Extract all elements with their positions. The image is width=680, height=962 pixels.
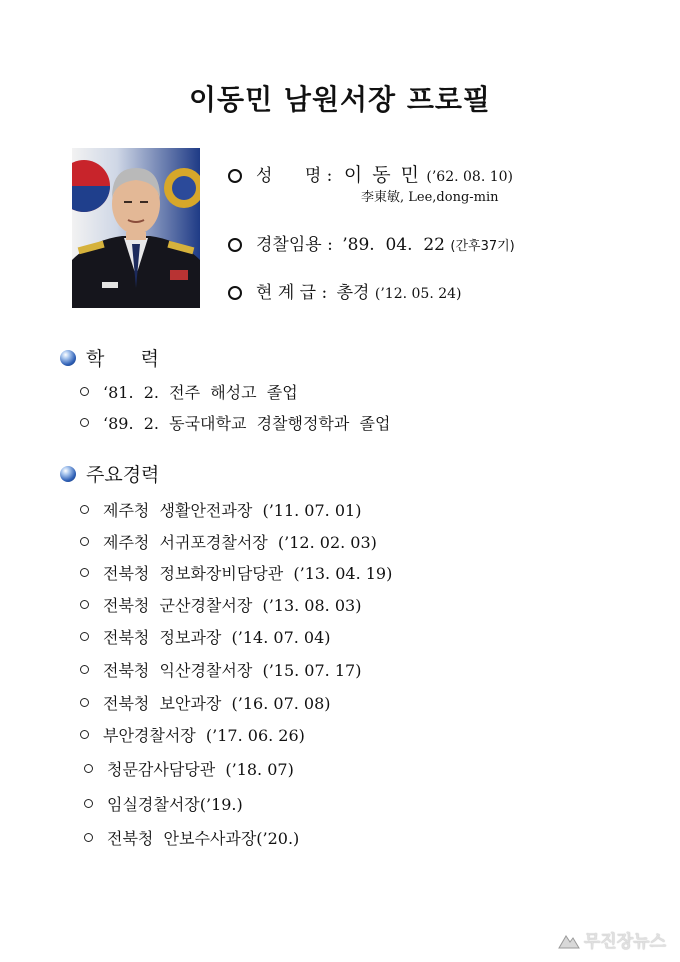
career-item: 전북청 정보화장비담당관 (’13. 04. 19) bbox=[80, 561, 392, 584]
page-title: 이동민 남원서장 프로필 bbox=[189, 83, 491, 116]
name-value: 이 동 민 bbox=[343, 164, 421, 186]
profile-photo bbox=[72, 148, 200, 308]
career-item: 부안경찰서장 (’17. 06. 26) bbox=[80, 723, 305, 746]
small-circle-bullet-icon bbox=[80, 665, 89, 674]
career-item: 청문감사담당관 (’18. 07) bbox=[84, 757, 294, 780]
education-item: ‘81. 2. 전주 해성고 졸업 bbox=[80, 380, 298, 403]
small-circle-bullet-icon bbox=[80, 537, 89, 546]
rank-value: 총경 bbox=[336, 283, 370, 303]
small-circle-bullet-icon bbox=[80, 568, 89, 577]
career-item: 임실경찰서장(’19.) bbox=[84, 792, 243, 815]
education-item: ‘89. 2. 동국대학교 경찰행정학과 졸업 bbox=[80, 411, 390, 434]
name-row bbox=[228, 160, 513, 187]
career-heading: 주요경력 bbox=[60, 460, 159, 487]
name-hanja-english: 李東敏, Lee,dong-min bbox=[361, 190, 499, 205]
career-item: 전북청 안보수사과장(’20.) bbox=[84, 826, 299, 849]
small-circle-bullet-icon bbox=[80, 418, 89, 427]
career-item: 전북청 보안과장 (’16. 07. 08) bbox=[80, 691, 331, 714]
name-label: 성 명 : bbox=[256, 166, 333, 186]
circle-bullet-icon bbox=[228, 169, 242, 183]
education-heading: 학 력 bbox=[60, 344, 159, 371]
watermark-logo bbox=[558, 927, 666, 952]
watermark-text: 무진장뉴스 bbox=[583, 932, 666, 952]
portrait-image bbox=[72, 148, 200, 308]
career-item: 제주청 생활안전과장 (’11. 07. 01) bbox=[80, 498, 361, 521]
blue-ball-bullet-icon bbox=[60, 350, 76, 366]
career-item: 전북청 익산경찰서장 (’15. 07. 17) bbox=[80, 658, 361, 681]
appointment-label: 경찰임용 : bbox=[256, 235, 333, 255]
circle-bullet-icon bbox=[228, 238, 242, 252]
appointment-note: (간후37기) bbox=[450, 239, 515, 254]
blue-ball-bullet-icon bbox=[60, 466, 76, 482]
career-item: 제주청 서귀포경찰서장 (’12. 02. 03) bbox=[80, 530, 377, 553]
mountain-icon bbox=[558, 931, 580, 949]
small-circle-bullet-icon bbox=[84, 764, 93, 773]
appointment-date: ’89. 04. 22 bbox=[342, 235, 445, 255]
career-item: 전북청 정보과장 (’14. 07. 04) bbox=[80, 625, 331, 648]
rank-row bbox=[228, 278, 462, 303]
small-circle-bullet-icon bbox=[80, 632, 89, 641]
small-circle-bullet-icon bbox=[80, 698, 89, 707]
rank-date: (’12. 05. 24) bbox=[374, 286, 462, 302]
rank-label: 현 계 급 : bbox=[256, 283, 328, 303]
small-circle-bullet-icon bbox=[84, 833, 93, 842]
small-circle-bullet-icon bbox=[80, 600, 89, 609]
birth-date: (’62. 08. 10) bbox=[426, 169, 513, 185]
small-circle-bullet-icon bbox=[84, 799, 93, 808]
career-item: 전북청 군산경찰서장 (’13. 08. 03) bbox=[80, 593, 361, 616]
small-circle-bullet-icon bbox=[80, 730, 89, 739]
circle-bullet-icon bbox=[228, 286, 242, 300]
appointment-row bbox=[228, 230, 515, 255]
small-circle-bullet-icon bbox=[80, 505, 89, 514]
small-circle-bullet-icon bbox=[80, 387, 89, 396]
